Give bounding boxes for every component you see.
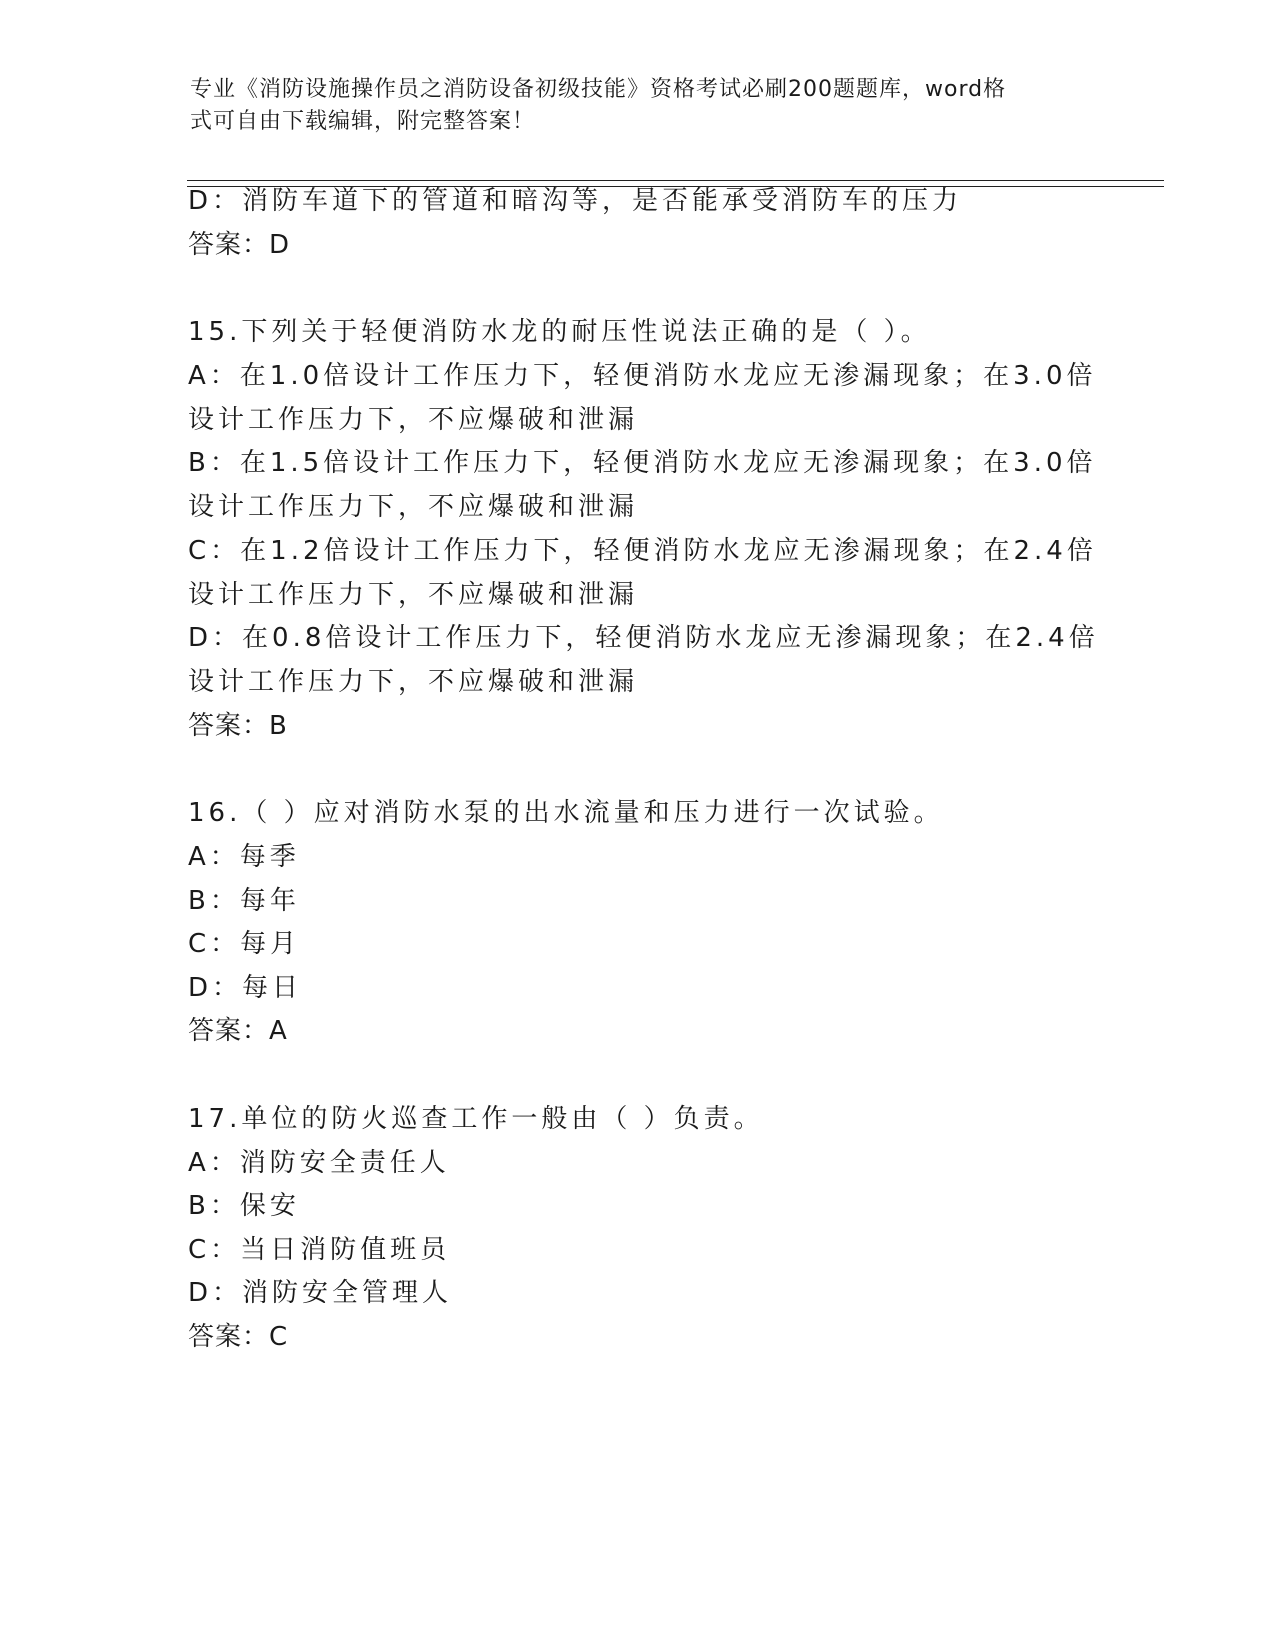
q15-stem: 15.下列关于轻便消防水龙的耐压性说法正确的是（ ）。 [188, 317, 931, 347]
q15-answer: 答案：B [188, 711, 288, 741]
q17-option-d: D：消防安全管理人 [188, 1278, 453, 1308]
q15-option-a: A：在1.0倍设计工作压力下，轻便消防水龙应无渗漏现象；在3.0倍 [188, 361, 1097, 391]
q17-option-a: A：消防安全责任人 [188, 1148, 450, 1178]
q16-answer: 答案：A [188, 1016, 288, 1046]
q16-option-b: B：每年 [188, 886, 300, 916]
q17-stem: 17.单位的防火巡查工作一般由（ ）负责。 [188, 1104, 764, 1134]
q17-option-b: B：保安 [188, 1191, 300, 1221]
q16-stem: 16.（ ）应对消防水泵的出水流量和压力进行一次试验。 [188, 798, 944, 828]
q16-option-a: A：每季 [188, 842, 300, 872]
q14-option-d: D：消防车道下的管道和暗沟等，是否能承受消防车的压力 [188, 186, 963, 216]
q15-option-d: D：在0.8倍设计工作压力下，轻便消防水龙应无渗漏现象；在2.4倍 [188, 623, 1099, 653]
q14-answer: 答案：D [188, 230, 291, 260]
q15-option-a-cont: 设计工作压力下，不应爆破和泄漏 [188, 405, 639, 435]
q15-option-b: B：在1.5倍设计工作压力下，轻便消防水龙应无渗漏现象；在3.0倍 [188, 448, 1097, 478]
q16-option-c: C：每月 [188, 929, 301, 959]
header-title-line-2: 式可自由下载编辑，附完整答案！ [190, 109, 536, 134]
q16-option-d: D：每日 [188, 973, 303, 1003]
q15-option-b-cont: 设计工作压力下，不应爆破和泄漏 [188, 492, 639, 522]
q17-answer: 答案：C [188, 1322, 289, 1352]
document-header [190, 74, 1070, 138]
q15-option-c-cont: 设计工作压力下，不应爆破和泄漏 [188, 580, 639, 610]
header-title-line-1: 专业《消防设施操作员之消防设备初级技能》资格考试必刷200题题库，word格 [190, 77, 1007, 102]
q17-option-c: C：当日消防值班员 [188, 1235, 451, 1265]
q15-option-d-cont: 设计工作压力下，不应爆破和泄漏 [188, 667, 639, 697]
q15-option-c: C：在1.2倍设计工作压力下，轻便消防水龙应无渗漏现象；在2.4倍 [188, 536, 1097, 566]
